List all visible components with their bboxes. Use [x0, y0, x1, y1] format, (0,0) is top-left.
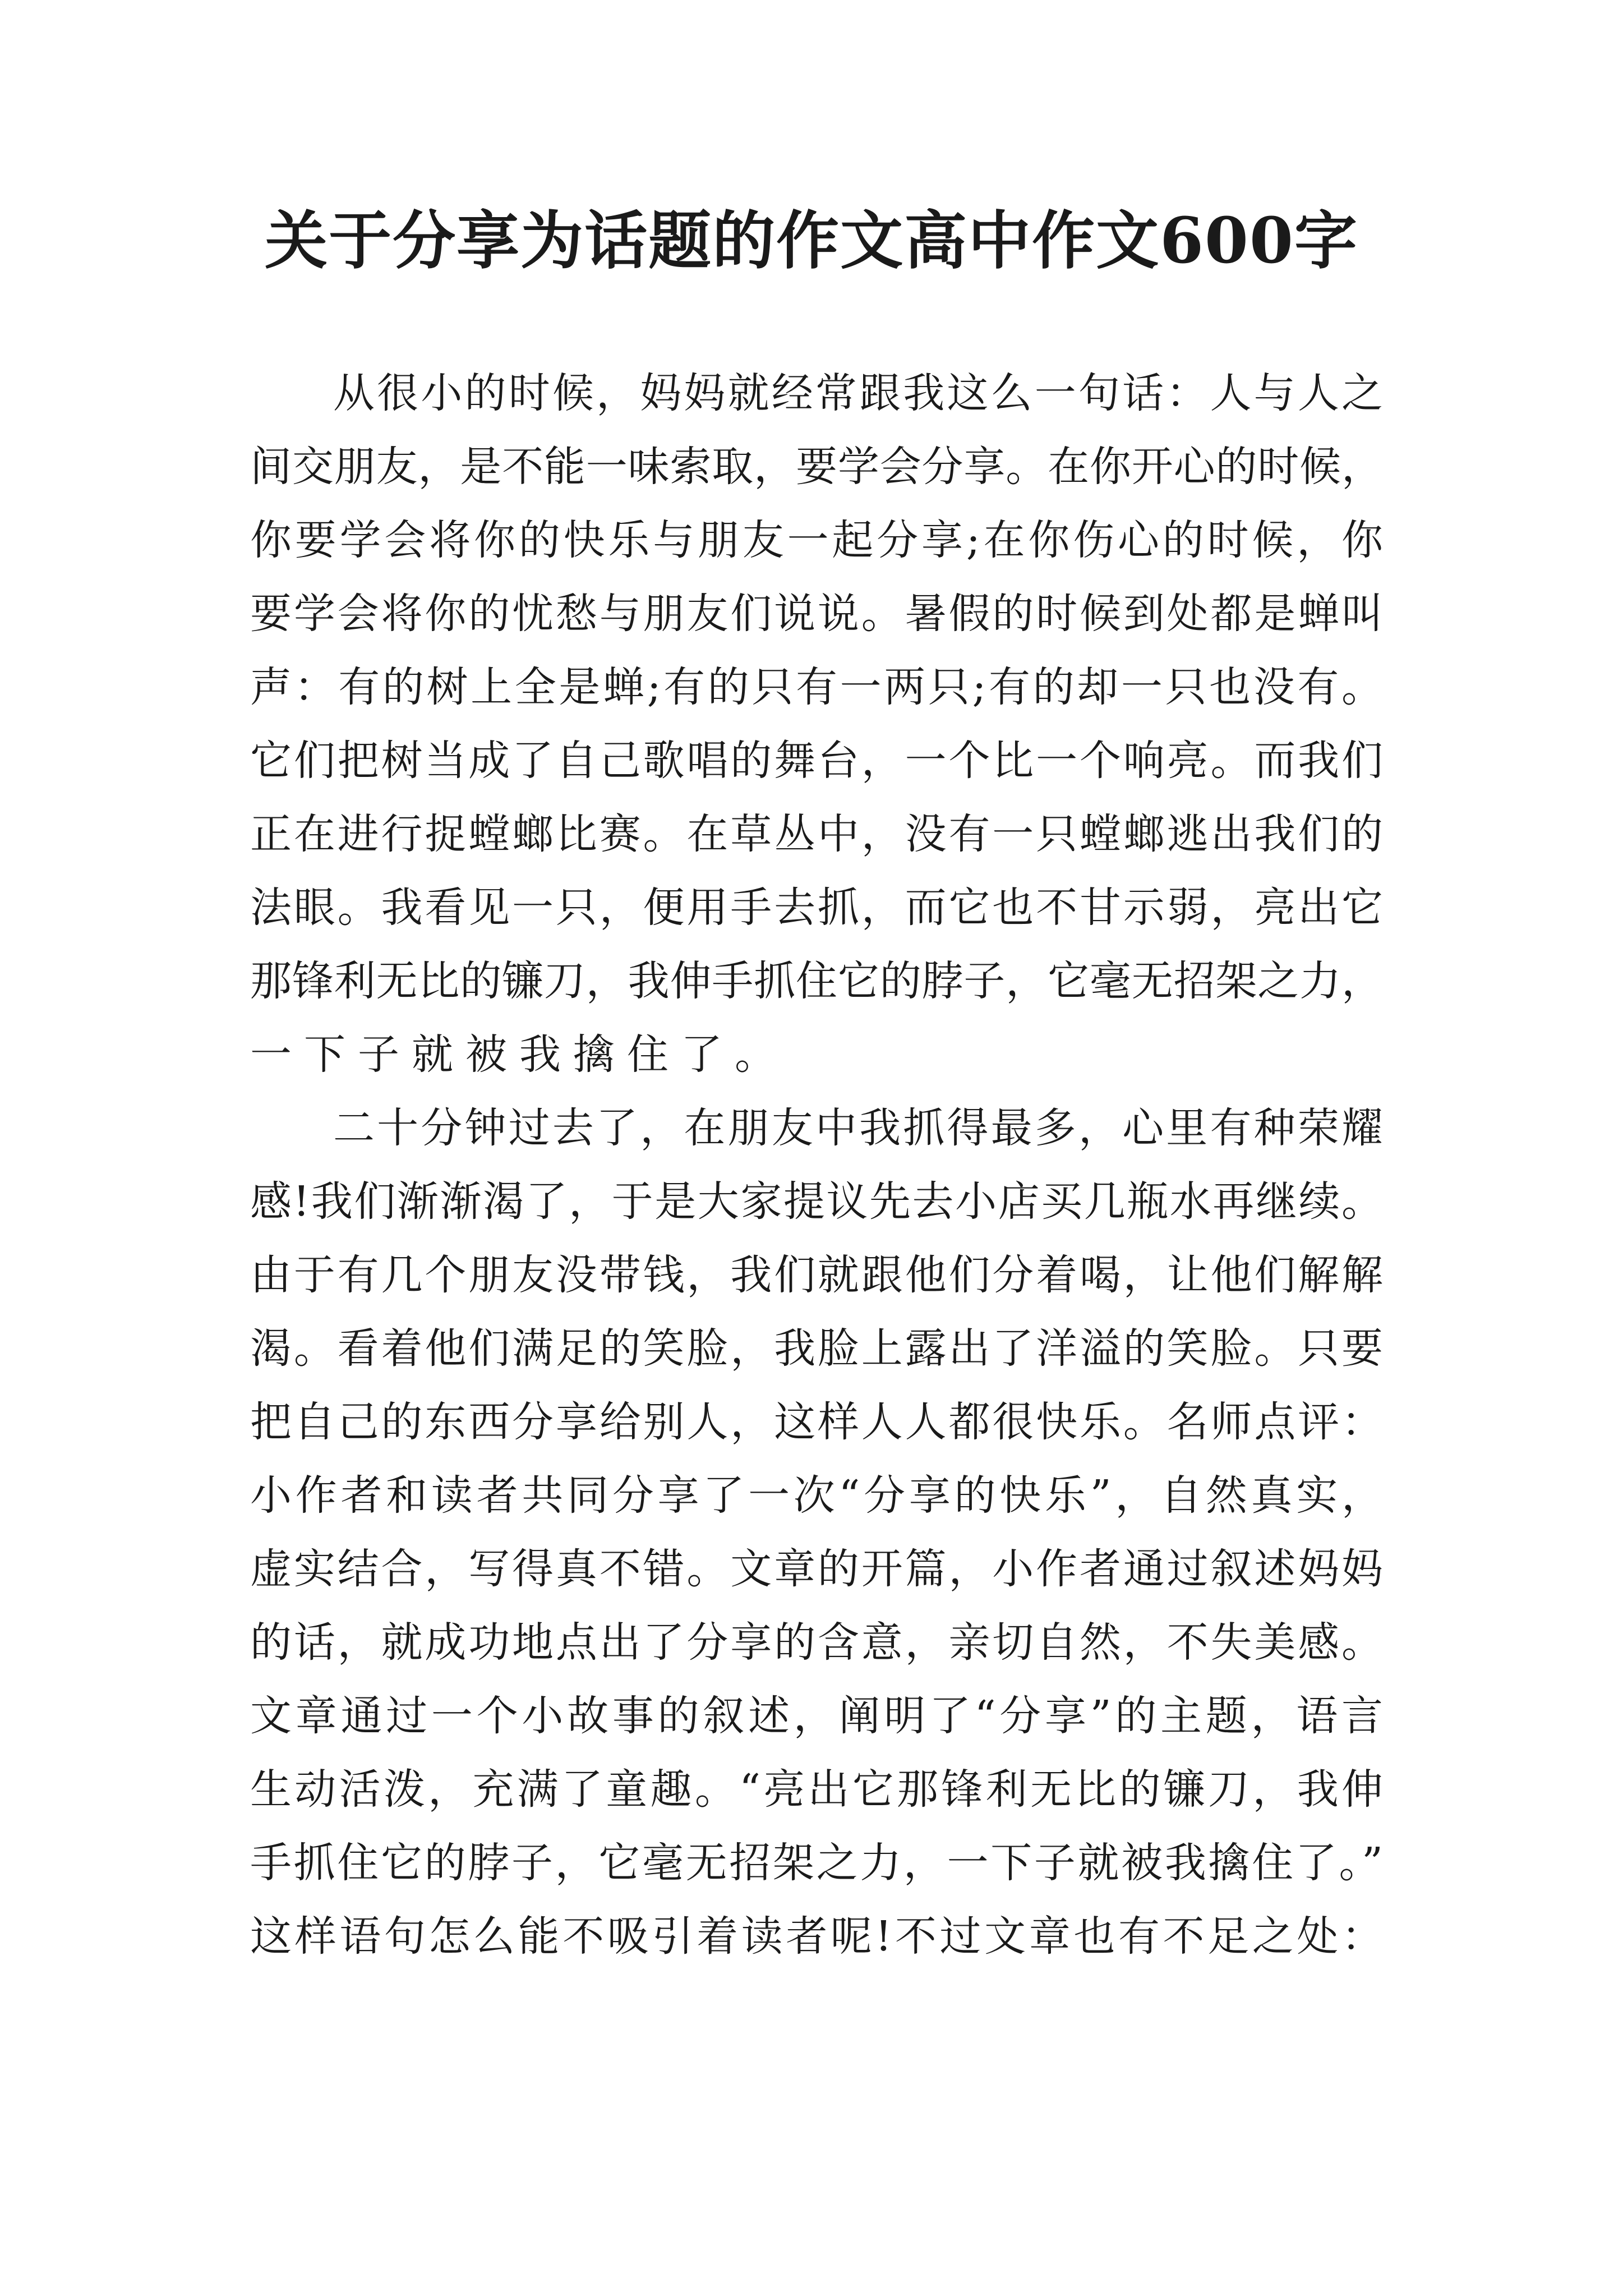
text-line	[250, 1533, 1383, 1606]
text-line-content: 生动活泼，充满了童趣。“亮出它那锋利无比的镰刀，我伸	[250, 1765, 1383, 1814]
text-line	[250, 430, 1383, 504]
paragraph-first-line	[250, 1092, 1383, 1165]
text-line	[250, 1753, 1383, 1826]
document-title: 关于分享为话题的作文高中作文600字	[265, 204, 1358, 278]
text-line	[250, 1606, 1383, 1680]
text-line-content: 感!我们渐渐渴了，于是大家提议先去小店买几瓶水再继续。	[250, 1177, 1383, 1226]
text-line-content: 它们把树当成了自己歌唱的舞台，一个比一个响亮。而我们	[250, 737, 1383, 785]
text-line	[250, 945, 1383, 1018]
text-line-content: 把自己的东西分享给别人，这样人人都很快乐。名师点评：	[250, 1398, 1383, 1446]
text-line	[250, 1680, 1383, 1753]
text-line-content: 文章通过一个小故事的叙述，阐明了“分享”的主题，语言	[250, 1692, 1383, 1740]
text-line-content: 二十分钟过去了，在朋友中我抓得最多，心里有种荣耀	[333, 1104, 1383, 1152]
text-line-content: 小作者和读者共同分享了一次“分享的快乐”，自然真实，	[250, 1471, 1383, 1520]
text-line-content: 一下子就被我擒住了。	[250, 1030, 789, 1079]
document-body	[250, 357, 1383, 1973]
text-line	[250, 1826, 1383, 1900]
paragraph-first-line	[250, 357, 1383, 430]
text-line-content: 虚实结合，写得真不错。文章的开篇，小作者通过叙述妈妈	[250, 1545, 1383, 1593]
text-line	[250, 1900, 1383, 1973]
text-line-content: 从很小的时候，妈妈就经常跟我这么一句话：人与人之	[333, 369, 1383, 417]
text-line	[250, 651, 1383, 724]
text-line-content: 由于有几个朋友没带钱，我们就跟他们分着喝，让他们解解	[250, 1251, 1383, 1299]
text-line-content: 这样语句怎么能不吸引着读者呢!不过文章也有不足之处：	[250, 1912, 1383, 1961]
text-line	[250, 1165, 1383, 1239]
text-line	[250, 1386, 1383, 1459]
text-line	[250, 577, 1383, 651]
text-line-content: 要学会将你的忧愁与朋友们说说。暑假的时候到处都是蝉叫	[250, 590, 1383, 638]
text-line-content: 间交朋友，是不能一味索取，要学会分享。在你开心的时候，	[250, 443, 1383, 491]
text-line	[250, 1239, 1383, 1312]
text-line	[250, 871, 1383, 945]
text-line-content: 法眼。我看见一只，便用手去抓，而它也不甘示弱，亮出它	[250, 884, 1383, 932]
text-line-content: 你要学会将你的快乐与朋友一起分享;在你伤心的时候，你	[250, 516, 1383, 564]
text-line	[250, 1459, 1383, 1533]
text-line	[250, 798, 1383, 871]
text-line-content: 的话，就成功地点出了分享的含意，亲切自然，不失美感。	[250, 1618, 1383, 1667]
text-line	[250, 1312, 1383, 1386]
text-line-content: 手抓住它的脖子，它毫无招架之力，一下子就被我擒住了。”	[250, 1839, 1383, 1887]
text-line-content: 声：有的树上全是蝉;有的只有一两只;有的却一只也没有。	[250, 663, 1383, 711]
text-line	[250, 504, 1383, 577]
text-line	[250, 724, 1383, 798]
text-line-content: 渴。看着他们满足的笑脸，我脸上露出了洋溢的笑脸。只要	[250, 1324, 1383, 1373]
text-line	[250, 1018, 1383, 1092]
text-line-content: 正在进行捉螳螂比赛。在草丛中，没有一只螳螂逃出我们的	[250, 810, 1383, 858]
text-line-content: 那锋利无比的镰刀，我伸手抓住它的脖子，它毫无招架之力，	[250, 957, 1383, 1005]
